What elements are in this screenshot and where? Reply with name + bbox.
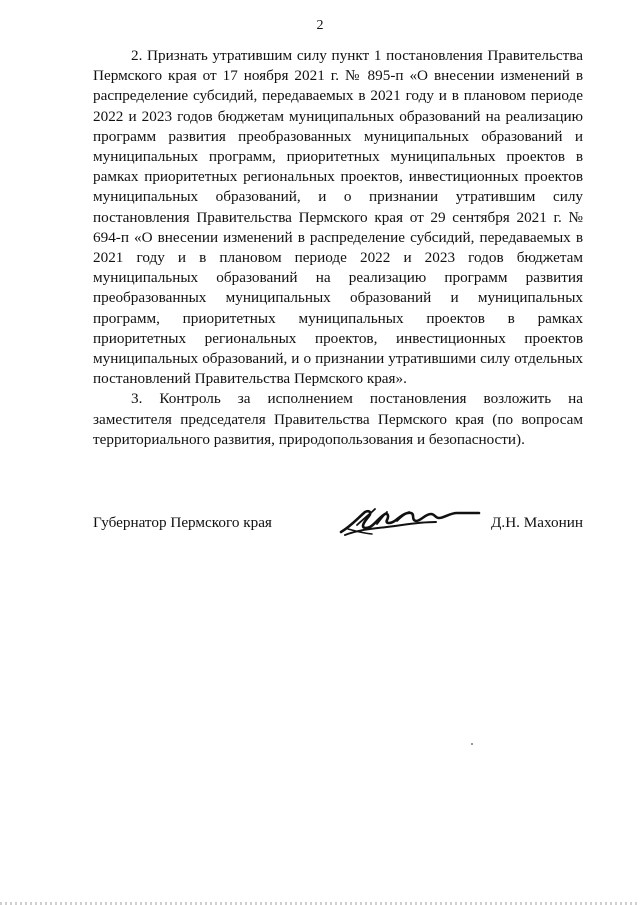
- page-number: 2: [316, 18, 324, 33]
- signer-name: Д.Н. Махонин: [491, 514, 583, 531]
- signature-block: [93, 512, 583, 552]
- scan-dot: [471, 743, 473, 745]
- signer-title: Губернатор Пермского края: [93, 514, 272, 531]
- handwritten-signature-icon: [333, 500, 483, 544]
- paragraph-item-2: 2. Признать утратившим силу пункт 1 постановления Правительства Пермского края от 17 ноября 2021 г. № 895-п «О внесении изменений в распределение субсидий, передаваемых в 2021 году и в плановом периоде 2022 и 2023 годов бюджетам муниципальных образований на реализацию программ развития преобразованных муниципальных образований и муниципальных программ, приоритетных муниципальных проектов в рамках приоритетных региональных проектов, инвестиционных проектов муниципальных образований, и о признании утратившим силу постановления Правительства Пермского края от 29 сентября 2021 г. № 694-п «О внесении изменений в распределение субсидий, передаваемых в 2021 году и в плановом периоде 2022 и 2023 годов бюджетам муниципальных образований на реализацию программ развития преобразованных муниципальных образований и муниципальных программ, приоритетных муниципальных проектов в рамках приоритетных региональных проектов, инвестиционных проектов муниципальных образований, и о признании утратившими силу отдельных постановлений Правительства Пермского края».: [93, 47, 583, 388]
- document-body: [93, 46, 583, 450]
- paragraph-item-3: 3. Контроль за исполнением постановления возложить на заместителя председателя Правительства Пермского края (по вопросам территориального развития, природопользования и безопасности).: [93, 390, 583, 448]
